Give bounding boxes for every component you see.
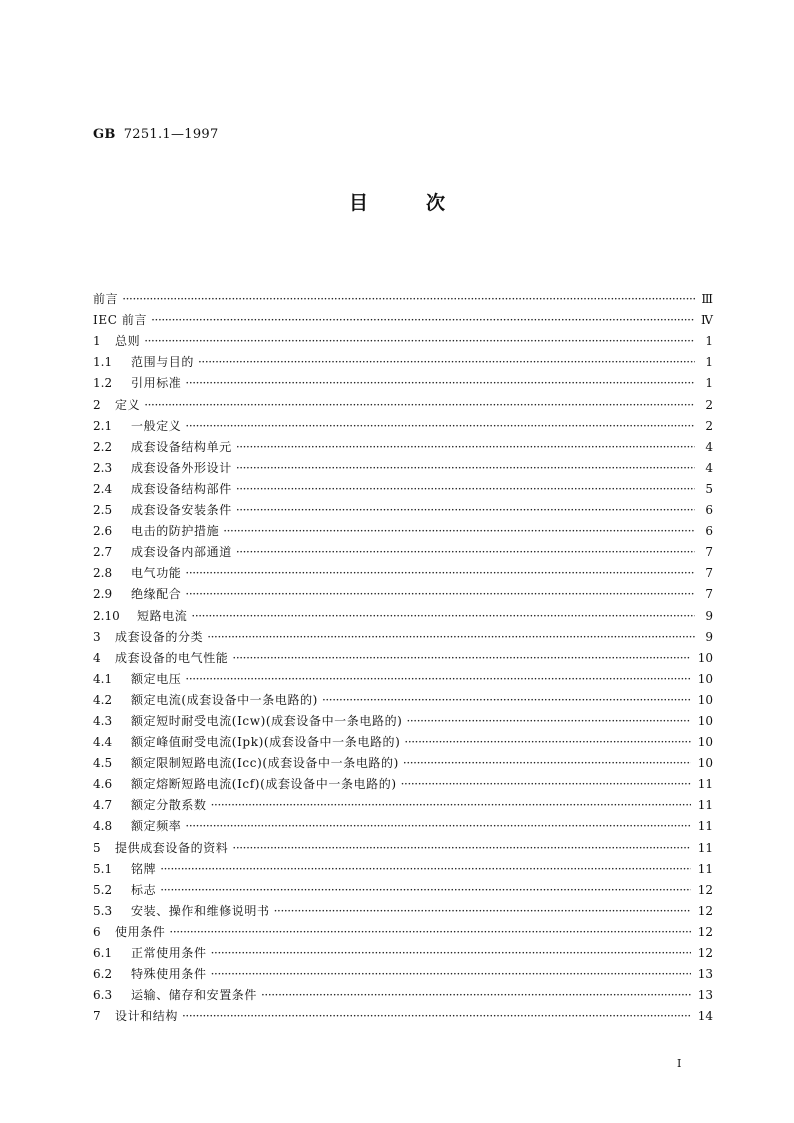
toc-entry-title: 成套设备安装条件 — [131, 503, 232, 518]
toc-entry-number: 4.7 — [93, 798, 113, 813]
toc-entry-title: 额定短时耐受电流(Icw)(成套设备中一条电路的) — [131, 713, 403, 728]
toc-entry-number: 7 — [93, 1009, 101, 1024]
dot-leader — [211, 946, 691, 960]
toc-entry-number: 2.3 — [93, 460, 113, 475]
toc-entry-page: 10 — [697, 713, 713, 728]
toc-entry-page: 6 — [705, 503, 713, 518]
toc-entry-title: 成套设备结构部件 — [131, 481, 232, 496]
toc-entry-number: 5 — [93, 840, 101, 855]
toc-entry[interactable] — [93, 707, 713, 728]
toc-entry-title: 一般定义 — [131, 418, 182, 433]
toc-entry[interactable] — [93, 327, 713, 348]
dot-leader — [223, 524, 695, 538]
toc-entry-page: 1 — [705, 355, 713, 370]
toc-entry[interactable] — [93, 454, 713, 475]
toc-entry-title: IEC 前言 — [93, 313, 148, 328]
dot-leader — [403, 756, 691, 770]
toc-entry-page: 10 — [697, 756, 713, 771]
toc-entry[interactable] — [93, 876, 713, 897]
table-of-contents — [93, 285, 713, 1023]
toc-entry-title: 短路电流 — [137, 608, 188, 623]
toc-entry[interactable] — [93, 728, 713, 749]
toc-entry[interactable] — [93, 770, 713, 791]
toc-entry[interactable] — [93, 833, 713, 854]
toc-entry-number: 6.1 — [93, 946, 113, 960]
toc-entry-number: 3 — [93, 629, 101, 644]
toc-entry-number: 2.8 — [93, 566, 113, 581]
toc-entry-title: 成套设备的电气性能 — [115, 650, 229, 665]
toc-entry-title: 额定电流(成套设备中一条电路的) — [131, 692, 318, 707]
toc-entry[interactable] — [93, 369, 713, 390]
toc-entry-number: 2 — [93, 397, 101, 412]
toc-entry-title: 成套设备结构单元 — [131, 439, 232, 454]
toc-entry-page: 12 — [697, 882, 713, 897]
toc-entry-page: 11 — [697, 861, 713, 876]
toc-entry-page: 13 — [697, 988, 713, 1003]
toc-entry-page: 11 — [697, 840, 713, 855]
toc-entry-title: 铭牌 — [131, 861, 157, 876]
toc-entry-title: 特殊使用条件 — [131, 967, 207, 982]
toc-entry[interactable] — [93, 475, 713, 496]
toc-entry-title: 总则 — [115, 334, 141, 349]
toc-entry-page: 9 — [705, 629, 713, 644]
dot-leader — [144, 398, 695, 412]
toc-entry[interactable] — [93, 644, 713, 665]
standard-number: 7251.1—1997 — [123, 127, 219, 142]
toc-entry-title: 额定峰值耐受电流(Ipk)(成套设备中一条电路的) — [131, 735, 401, 750]
toc-entry-number: 5.1 — [93, 861, 113, 876]
dot-leader — [404, 735, 691, 749]
dot-leader — [236, 545, 695, 559]
dot-leader — [236, 440, 695, 454]
toc-entry[interactable] — [93, 433, 713, 454]
toc-entry-number: 5.3 — [93, 903, 113, 918]
dot-leader — [261, 988, 691, 1002]
toc-entry-page: 11 — [697, 819, 713, 834]
toc-entry-title: 设计和结构 — [115, 1009, 179, 1024]
toc-entry-page: 12 — [697, 903, 713, 918]
toc-entry-title: 额定熔断短路电流(Icf)(成套设备中一条电路的) — [131, 777, 397, 792]
toc-entry[interactable] — [93, 981, 713, 1002]
dot-leader — [185, 419, 695, 433]
toc-entry-title: 额定限制短路电流(Icc)(成套设备中一条电路的) — [131, 756, 399, 771]
toc-entry-page: 10 — [697, 692, 713, 707]
toc-entry-page: 1 — [705, 334, 713, 349]
toc-entry-number: 6 — [93, 924, 101, 939]
toc-entry-number: 4.5 — [93, 756, 113, 771]
toc-entry-title: 前言 — [93, 292, 119, 307]
toc-entry-number: 4.1 — [93, 671, 113, 686]
toc-entry-title: 标志 — [131, 882, 157, 897]
toc-entry[interactable] — [93, 412, 713, 433]
page-title: 目次 — [348, 192, 503, 214]
toc-entry[interactable] — [93, 285, 713, 306]
toc-entry-title: 范围与目的 — [131, 355, 195, 370]
toc-entry[interactable] — [93, 601, 713, 622]
dot-leader — [236, 461, 695, 475]
toc-entry[interactable] — [93, 306, 713, 327]
toc-entry-number: 1.1 — [93, 355, 113, 370]
toc-entry-title: 额定频率 — [131, 819, 182, 834]
toc-entry-number: 6.3 — [93, 988, 113, 1003]
toc-entry-page: 5 — [705, 481, 713, 496]
dot-leader — [160, 862, 691, 876]
toc-entry-title: 使用条件 — [115, 924, 166, 939]
toc-entry-number: 1 — [93, 334, 101, 349]
toc-entry-number: 2.10 — [93, 608, 120, 623]
dot-leader — [232, 841, 691, 855]
dot-leader — [144, 334, 695, 348]
toc-entry-page: 10 — [697, 650, 713, 665]
dot-leader — [185, 566, 695, 580]
toc-entry-page: 9 — [705, 608, 713, 623]
dot-leader — [182, 1009, 691, 1023]
toc-entry-number: 4.4 — [93, 735, 113, 750]
toc-entry-number: 5.2 — [93, 882, 113, 897]
toc-entry-number: 2.7 — [93, 545, 113, 560]
dot-leader — [191, 609, 695, 623]
toc-entry[interactable] — [93, 686, 713, 707]
toc-entry-number: 2.6 — [93, 524, 113, 539]
dot-leader — [185, 819, 691, 833]
toc-entry[interactable] — [93, 1002, 713, 1023]
dot-leader — [151, 313, 695, 327]
dot-leader — [274, 904, 691, 918]
dot-leader — [185, 376, 695, 390]
toc-entry-page: 1 — [705, 376, 713, 391]
page-number: I — [677, 1057, 682, 1070]
standard-code — [93, 127, 219, 142]
toc-entry-page: 11 — [697, 777, 713, 792]
dot-leader — [122, 292, 695, 306]
toc-entry[interactable] — [93, 538, 713, 559]
toc-entry-title: 定义 — [115, 397, 141, 412]
toc-entry[interactable] — [93, 665, 713, 686]
dot-leader — [236, 503, 695, 517]
toc-entry-number: 1.2 — [93, 376, 113, 391]
toc-entry[interactable] — [93, 897, 713, 918]
toc-entry[interactable] — [93, 559, 713, 580]
toc-entry-page: 10 — [697, 671, 713, 686]
toc-entry-page: 7 — [705, 545, 713, 560]
toc-entry-number: 2.1 — [93, 418, 113, 433]
toc-entry-number: 4 — [93, 650, 101, 665]
toc-entry-number: 4.3 — [93, 713, 113, 728]
toc-entry[interactable] — [93, 749, 713, 770]
toc-entry-page: 6 — [705, 524, 713, 539]
toc-entry-page: Ⅲ — [701, 292, 713, 307]
toc-entry[interactable] — [93, 812, 713, 833]
toc-entry-page: 12 — [697, 924, 713, 939]
toc-entry[interactable] — [93, 623, 713, 644]
toc-entry-page: 4 — [705, 439, 713, 454]
toc-entry-number: 4.8 — [93, 819, 113, 834]
toc-entry-page: 7 — [705, 566, 713, 581]
dot-leader — [211, 798, 691, 812]
toc-entry-title: 成套设备内部通道 — [131, 545, 232, 560]
toc-entry-number: 2.2 — [93, 439, 113, 454]
toc-entry-page: 14 — [697, 1009, 713, 1024]
dot-leader — [198, 355, 695, 369]
toc-entry-number: 2.5 — [93, 503, 113, 518]
toc-entry[interactable] — [93, 390, 713, 411]
toc-entry[interactable] — [93, 496, 713, 517]
dot-leader — [211, 967, 691, 981]
toc-entry[interactable] — [93, 939, 713, 960]
toc-entry-page: 2 — [705, 418, 713, 433]
toc-entry-page: 12 — [697, 946, 713, 960]
dot-leader — [169, 925, 691, 939]
toc-entry-title: 额定电压 — [131, 671, 182, 686]
toc-entry-title: 正常使用条件 — [131, 946, 207, 960]
dot-leader — [322, 693, 691, 707]
toc-entry-page: 4 — [705, 460, 713, 475]
dot-leader — [232, 651, 691, 665]
toc-entry-number: 4.2 — [93, 692, 113, 707]
toc-entry-page: 2 — [705, 397, 713, 412]
standard-prefix: GB — [93, 127, 116, 142]
toc-entry-page: Ⅳ — [701, 313, 713, 328]
toc-entry-number: 6.2 — [93, 967, 113, 982]
toc-entry-page: 7 — [705, 587, 713, 602]
toc-entry[interactable] — [93, 918, 713, 939]
dot-leader — [207, 630, 695, 644]
toc-entry-title: 电击的防护措施 — [131, 524, 220, 539]
dot-leader — [401, 777, 691, 791]
toc-entry[interactable] — [93, 960, 713, 981]
toc-entry[interactable] — [93, 791, 713, 812]
toc-entry[interactable] — [93, 348, 713, 369]
toc-entry[interactable] — [93, 517, 713, 538]
toc-entry-title: 额定分散系数 — [131, 798, 207, 813]
toc-entry-title: 成套设备的分类 — [115, 629, 204, 644]
dot-leader — [406, 714, 691, 728]
toc-entry-number: 4.6 — [93, 777, 113, 792]
dot-leader — [185, 587, 695, 601]
toc-entry[interactable] — [93, 855, 713, 876]
toc-entry[interactable] — [93, 580, 713, 601]
toc-entry-title: 绝缘配合 — [131, 587, 182, 602]
toc-entry-title: 电气功能 — [131, 566, 182, 581]
toc-entry-page: 13 — [697, 967, 713, 982]
toc-entry-page: 10 — [697, 735, 713, 750]
toc-entry-title: 引用标准 — [131, 376, 182, 391]
toc-entry-title: 运输、储存和安置条件 — [131, 988, 258, 1003]
toc-entry-title: 安装、操作和维修说明书 — [131, 903, 270, 918]
toc-entry-title: 成套设备外形设计 — [131, 460, 232, 475]
dot-leader — [236, 482, 695, 496]
toc-entry-title: 提供成套设备的资料 — [115, 840, 229, 855]
toc-entry-page: 11 — [697, 798, 713, 813]
toc-entry-number: 2.4 — [93, 481, 113, 496]
dot-leader — [160, 883, 691, 897]
dot-leader — [185, 672, 691, 686]
toc-entry-number: 2.9 — [93, 587, 113, 602]
